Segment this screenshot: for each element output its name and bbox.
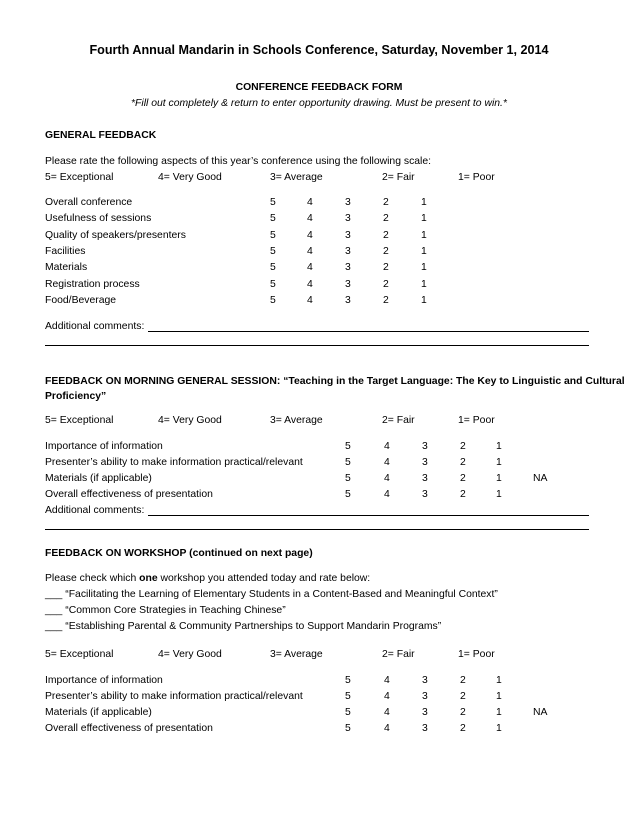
morning-rating-option[interactable]: 1	[496, 473, 502, 484]
scale-1: 1= Poor	[458, 172, 495, 183]
general-rating-option[interactable]: 2	[383, 262, 389, 274]
morning-item-label: Presenter’s ability to make information practical/relevant	[45, 457, 303, 468]
workshop-rating-option[interactable]: 1	[496, 723, 502, 734]
workshop-rating-option[interactable]: 5	[345, 691, 351, 702]
general-feedback-heading: GENERAL FEEDBACK	[45, 130, 157, 141]
general-item-label: Registration process	[45, 278, 140, 290]
morning-na-option[interactable]: NA	[533, 473, 548, 484]
morning-item-label: Materials (if applicable)	[45, 473, 152, 484]
morning-comments-line-1[interactable]	[148, 515, 589, 516]
morning-rating-option[interactable]: 5	[345, 473, 351, 484]
general-rating-option[interactable]: 1	[421, 197, 427, 208]
morning-rating-option[interactable]: 3	[422, 457, 428, 468]
workshop-item-label: Presenter’s ability to make information practical/relevant	[45, 691, 303, 702]
general-item-label: Materials	[45, 262, 88, 274]
scale-3: 3= Average	[270, 172, 323, 183]
general-rating-option[interactable]: 1	[421, 262, 427, 274]
workshop-rating-option[interactable]: 1	[496, 675, 502, 686]
workshop-rating-option[interactable]: 3	[422, 723, 428, 734]
general-rating-option[interactable]: 5	[270, 294, 276, 306]
general-rating-option[interactable]: 4	[307, 294, 313, 306]
morning-rating-option[interactable]: 3	[422, 489, 428, 500]
scale-2: 2= Fair	[382, 172, 415, 183]
morning-session-heading-cont: Proficiency”	[45, 391, 107, 402]
page-title: Fourth Annual Mandarin in Schools Conference, Saturday, November 1, 2014	[89, 43, 549, 57]
morning-rating-option[interactable]: 1	[496, 441, 502, 452]
scale-3: 3= Average	[270, 649, 323, 660]
workshop-intro	[45, 573, 370, 584]
morning-rating-option[interactable]: 2	[460, 457, 466, 468]
general-comments-label: Additional comments:	[45, 321, 145, 332]
workshop-rating-option[interactable]: 4	[384, 707, 390, 718]
workshop-rating-option[interactable]: 5	[345, 707, 351, 718]
general-rating-option[interactable]: 4	[307, 229, 313, 241]
general-item-label: Facilities	[45, 245, 86, 257]
workshop-rating-option[interactable]: 4	[384, 723, 390, 734]
workshop-rating-option[interactable]: 2	[460, 723, 466, 734]
scale-3: 3= Average	[270, 415, 323, 426]
workshop-item-label: Materials (if applicable)	[45, 707, 152, 718]
scale-1: 1= Poor	[458, 415, 495, 426]
morning-rating-option[interactable]: 5	[345, 489, 351, 500]
general-intro: Please rate the following aspects of this year’s conference using the following scale:	[45, 156, 432, 167]
general-rating-option[interactable]: 5	[270, 229, 276, 241]
general-rating-option[interactable]: 2	[383, 245, 389, 257]
morning-rating-option[interactable]: 3	[422, 441, 428, 452]
workshop-option-label: “Facilitating the Learning of Elementary Students in a Content-Based and Meaningful Context”	[65, 589, 498, 600]
morning-rating-option[interactable]: 2	[460, 441, 466, 452]
morning-rating-option[interactable]: 1	[496, 489, 502, 500]
workshop-rating-option[interactable]: 5	[345, 723, 351, 734]
scale-1: 1= Poor	[458, 649, 495, 660]
checkbox-blank[interactable]: ___	[45, 621, 63, 632]
general-rating-option[interactable]: 2	[383, 213, 389, 225]
morning-rating-option[interactable]: 2	[460, 489, 466, 500]
scale-2: 2= Fair	[382, 415, 415, 426]
general-rating-option[interactable]: 4	[307, 245, 313, 257]
general-item-label: Usefulness of sessions	[45, 213, 152, 225]
workshop-na-option[interactable]: NA	[533, 707, 548, 718]
workshop-intro-text-end: workshop you attended today and rate below:	[157, 573, 371, 584]
workshop-rating-option[interactable]: 4	[384, 691, 390, 702]
general-rating-option[interactable]: 2	[383, 229, 389, 241]
workshop-rating-option[interactable]: 4	[384, 675, 390, 686]
morning-comments-label: Additional comments:	[45, 505, 145, 516]
scale-2: 2= Fair	[382, 649, 415, 660]
general-rating-option[interactable]: 4	[307, 278, 313, 290]
workshop-rating-option[interactable]: 3	[422, 707, 428, 718]
workshop-rating-option[interactable]: 1	[496, 691, 502, 702]
general-item-label: Overall conference	[45, 197, 133, 208]
workshop-rating-option[interactable]: 3	[422, 691, 428, 702]
general-comments-line-1[interactable]	[148, 331, 589, 332]
morning-rating-option[interactable]: 3	[422, 473, 428, 484]
workshop-heading: FEEDBACK ON WORKSHOP (continued on next page)	[45, 548, 313, 559]
general-rating-option[interactable]: 2	[383, 197, 389, 208]
general-comments-line-2[interactable]	[45, 345, 589, 346]
general-rating-option[interactable]: 4	[307, 197, 313, 208]
checkbox-blank[interactable]: ___	[45, 589, 63, 600]
morning-rating-option[interactable]: 4	[384, 489, 390, 500]
workshop-rating-option[interactable]: 2	[460, 675, 466, 686]
scale-5: 5= Exceptional	[45, 415, 114, 426]
general-rating-option[interactable]: 4	[307, 262, 313, 274]
general-rating-option[interactable]: 1	[421, 245, 427, 257]
workshop-option-1[interactable]	[45, 589, 498, 600]
workshop-intro-emphasis: one	[139, 573, 158, 584]
scale-5: 5= Exceptional	[45, 172, 114, 183]
morning-item-label: Importance of information	[45, 441, 163, 452]
morning-rating-option[interactable]: 5	[345, 441, 351, 452]
general-rating-option[interactable]: 5	[270, 197, 276, 208]
general-rating-option[interactable]: 4	[307, 213, 313, 225]
scale-5: 5= Exceptional	[45, 649, 114, 660]
general-rating-option[interactable]: 3	[345, 262, 351, 274]
morning-rating-option[interactable]: 4	[384, 457, 390, 468]
general-rating-option[interactable]: 2	[383, 294, 389, 306]
general-item-label: Quality of speakers/presenters	[45, 229, 186, 241]
form-instructions: *Fill out completely & return to enter opportunity drawing. Must be present to win.*	[131, 98, 507, 109]
workshop-rating-option[interactable]: 5	[345, 675, 351, 686]
general-rating-option[interactable]: 1	[421, 278, 427, 290]
form-title: CONFERENCE FEEDBACK FORM	[235, 82, 403, 93]
general-rating-option[interactable]: 2	[383, 278, 389, 290]
morning-comments-line-2[interactable]	[45, 529, 589, 530]
workshop-rating-option[interactable]: 2	[460, 707, 466, 718]
morning-rating-option[interactable]: 4	[384, 473, 390, 484]
workshop-item-label: Overall effectiveness of presentation	[45, 723, 213, 734]
general-rating-option[interactable]: 1	[421, 213, 427, 225]
morning-rating-option[interactable]: 2	[460, 473, 466, 484]
workshop-item-label: Importance of information	[45, 675, 163, 686]
general-rating-option[interactable]: 3	[345, 294, 351, 306]
morning-rating-option[interactable]: 5	[345, 457, 351, 468]
general-rating-option[interactable]: 5	[270, 213, 276, 225]
general-rating-option[interactable]: 1	[421, 294, 427, 306]
general-rating-option[interactable]: 5	[270, 278, 276, 290]
morning-rating-option[interactable]: 1	[496, 457, 502, 468]
workshop-rating-option[interactable]: 1	[496, 707, 502, 718]
general-rating-option[interactable]: 3	[345, 197, 351, 208]
morning-session-heading: FEEDBACK ON MORNING GENERAL SESSION: “Teaching in the Target Language: The Key to Linguistic and Cultural	[45, 376, 625, 387]
workshop-option-3[interactable]	[45, 621, 441, 632]
general-rating-option[interactable]: 3	[345, 278, 351, 290]
general-rating-option[interactable]: 5	[270, 262, 276, 274]
scale-4: 4= Very Good	[158, 172, 222, 183]
general-rating-option[interactable]: 3	[345, 229, 351, 241]
workshop-rating-option[interactable]: 3	[422, 675, 428, 686]
checkbox-blank[interactable]: ___	[45, 605, 63, 616]
general-rating-option[interactable]: 1	[421, 229, 427, 241]
morning-item-label: Overall effectiveness of presentation	[45, 489, 213, 500]
general-rating-option[interactable]: 3	[345, 245, 351, 257]
morning-rating-option[interactable]: 4	[384, 441, 390, 452]
workshop-intro-text: Please check which	[45, 573, 140, 584]
workshop-option-label: “Establishing Parental & Community Partnerships to Support Mandarin Programs”	[65, 621, 442, 632]
workshop-option-2[interactable]	[45, 605, 286, 616]
general-rating-option[interactable]: 3	[345, 213, 351, 225]
general-item-label: Food/Beverage	[45, 294, 117, 306]
scale-4: 4= Very Good	[158, 415, 222, 426]
scale-4: 4= Very Good	[158, 649, 222, 660]
workshop-rating-option[interactable]: 2	[460, 691, 466, 702]
workshop-option-label: “Common Core Strategies in Teaching Chinese”	[65, 605, 286, 616]
general-rating-option[interactable]: 5	[270, 245, 276, 257]
